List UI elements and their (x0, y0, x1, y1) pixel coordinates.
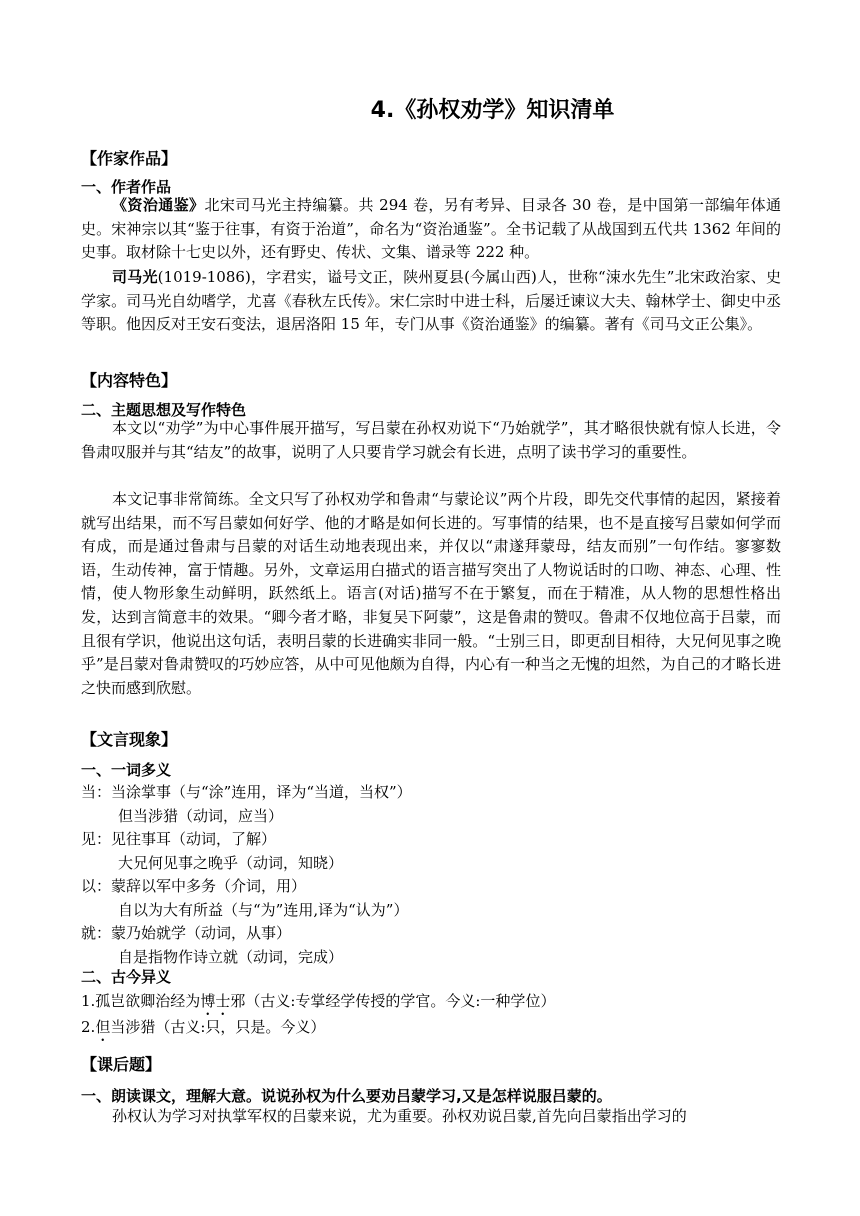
polysemy-line: 见：见往事耳（动词，了解） (81, 830, 277, 848)
line-text: 1.孤岂欲卿治经为 (81, 992, 201, 1010)
section-heading-author-works: 【作家作品】 (81, 149, 178, 168)
text-sima-guang: (1019-1086)，字君实，谥号文正，陕州夏县(今属山西)人，世称“涑水先生”北宋政治家、史学家。司马光自幼嗜学，尤喜《春秋左氏传》。宋仁宗时中进士科，后屡迁谏议大夫、翰林学士、御史中丞等职。他因反对王安石变法，退居洛阳 15 年，专门从事《资治通鉴》的编纂。著有《司马文正公集》。 (81, 268, 781, 334)
subheading-ancient-modern: 二、古今异义 (81, 968, 172, 986)
polysemy-line: 但当涉猎（动词，应当） (118, 807, 284, 825)
emphasized-word: 但 (95, 1018, 111, 1036)
line-text: 邪（古义:专掌经学传授的学官。今义:一种学位） (230, 992, 556, 1010)
polysemy-line: 就：蒙乃始就学（动词，从事） (81, 924, 292, 942)
section-heading-after-class: 【课后题】 (81, 1055, 162, 1074)
subheading-author-works: 一、作者作品 (81, 178, 172, 196)
ancient-modern-line-2 (81, 1016, 325, 1045)
paragraph-theme-2: 本文记事非常简练。全文只写了孙权劝学和鲁肃“与蒙论议”两个片段，即先交代事情的起因，紧接着就写出结果，而不写吕蒙如何好学、他的才略是如何长进的。写事情的结果，也不是直接写吕蒙如何学而有成，而是通过鲁肃与吕蒙的对话生动地表现出来，并仅以“肃遂拜蒙母，结友而别”一句作结。寥寥数语，生动传神，富于情趣。另外，文章运用白描式的语言描写突出了人物说话时的口吻、神态、心理、性情，使人物形象生动鲜明，跃然纸上。语言(对话)描写不在于繁复，而在于精准，从人物的思想性格出发，达到言简意丰的效果。“卿今者才略，非复吴下阿蒙”，这是鲁肃的赞叹。鲁肃不仅地位高于吕蒙，而且很有学识，他说出这句话，表明吕蒙的长进确实非同一般。“士别三日，即更刮目相待，大兄何见事之晚乎”是吕蒙对鲁肃赞叹的巧妙应答，从中可见他颇为自得，内心有一种当之无愧的坦然，为自己的才略长进之快而感到欣慰。 (81, 490, 781, 697)
polysemy-line: 自是指物作诗立就（动词，完成） (118, 948, 344, 966)
ancient-modern-line-1 (81, 990, 555, 1019)
polysemy-line: 以：蒙辞以军中多务（介词，用） (81, 877, 307, 895)
line-text: 2. (81, 1018, 96, 1036)
paragraph-sima-guang (81, 266, 781, 337)
term-sima-guang: 司马光 (112, 268, 158, 286)
subheading-theme: 二、主题思想及写作特色 (81, 401, 247, 419)
line-text: 当涉猎（古义:只，只是。今义） (110, 1018, 326, 1036)
after-class-answer-1: 孙权认为学习对执掌军权的吕蒙来说，尤为重要。孙权劝说吕蒙,首先向吕蒙指出学习的 (112, 1107, 687, 1125)
section-heading-classical: 【文言现象】 (81, 730, 178, 749)
subheading-polysemy: 一、一词多义 (81, 761, 172, 779)
section-heading-content: 【内容特色】 (81, 371, 178, 390)
text-zizhi-tongjian: 北宋司马光主持编纂。共 294 卷，另有考异、目录各 30 卷，是中国第一部编年体通史。宋神宗以其“鉴于往事，有资于治道”，命名为“资治通鉴”。全书记载了从战国到五代共 1362 年间的史事。取材除十七史以外，还有野史、传状、文集、谱录等 222 种。 (81, 196, 781, 262)
paragraph-theme-1: 本文以“劝学”为中心事件展开描写，写吕蒙在孙权劝说下“乃始就学”，其才略很快就有惊人长进，令鲁肃叹服并与其“结友”的故事，说明了人只要肯学习就会有长进，点明了读书学习的重要性。 (81, 419, 781, 461)
polysemy-line: 大兄何见事之晚乎（动词，知晓） (118, 854, 344, 872)
page-title: 4.《孙权劝学》知识清单 (370, 98, 615, 123)
polysemy-line: 当：当涂掌事（与“涂”连用，译为“当道，当权”） (81, 783, 412, 801)
paragraph-zizhi-tongjian (81, 194, 781, 265)
term-zizhi-tongjian: 《资治通鉴》 (112, 196, 205, 214)
emphasized-word: 博士 (200, 992, 231, 1010)
polysemy-line: 自以为大有所益（与“为”连用,译为“认为”） (118, 901, 409, 919)
after-class-question-1: 一、朗读课文，理解大意。说说孙权为什么要劝吕蒙学习,又是怎样说服吕蒙的。 (81, 1087, 612, 1105)
